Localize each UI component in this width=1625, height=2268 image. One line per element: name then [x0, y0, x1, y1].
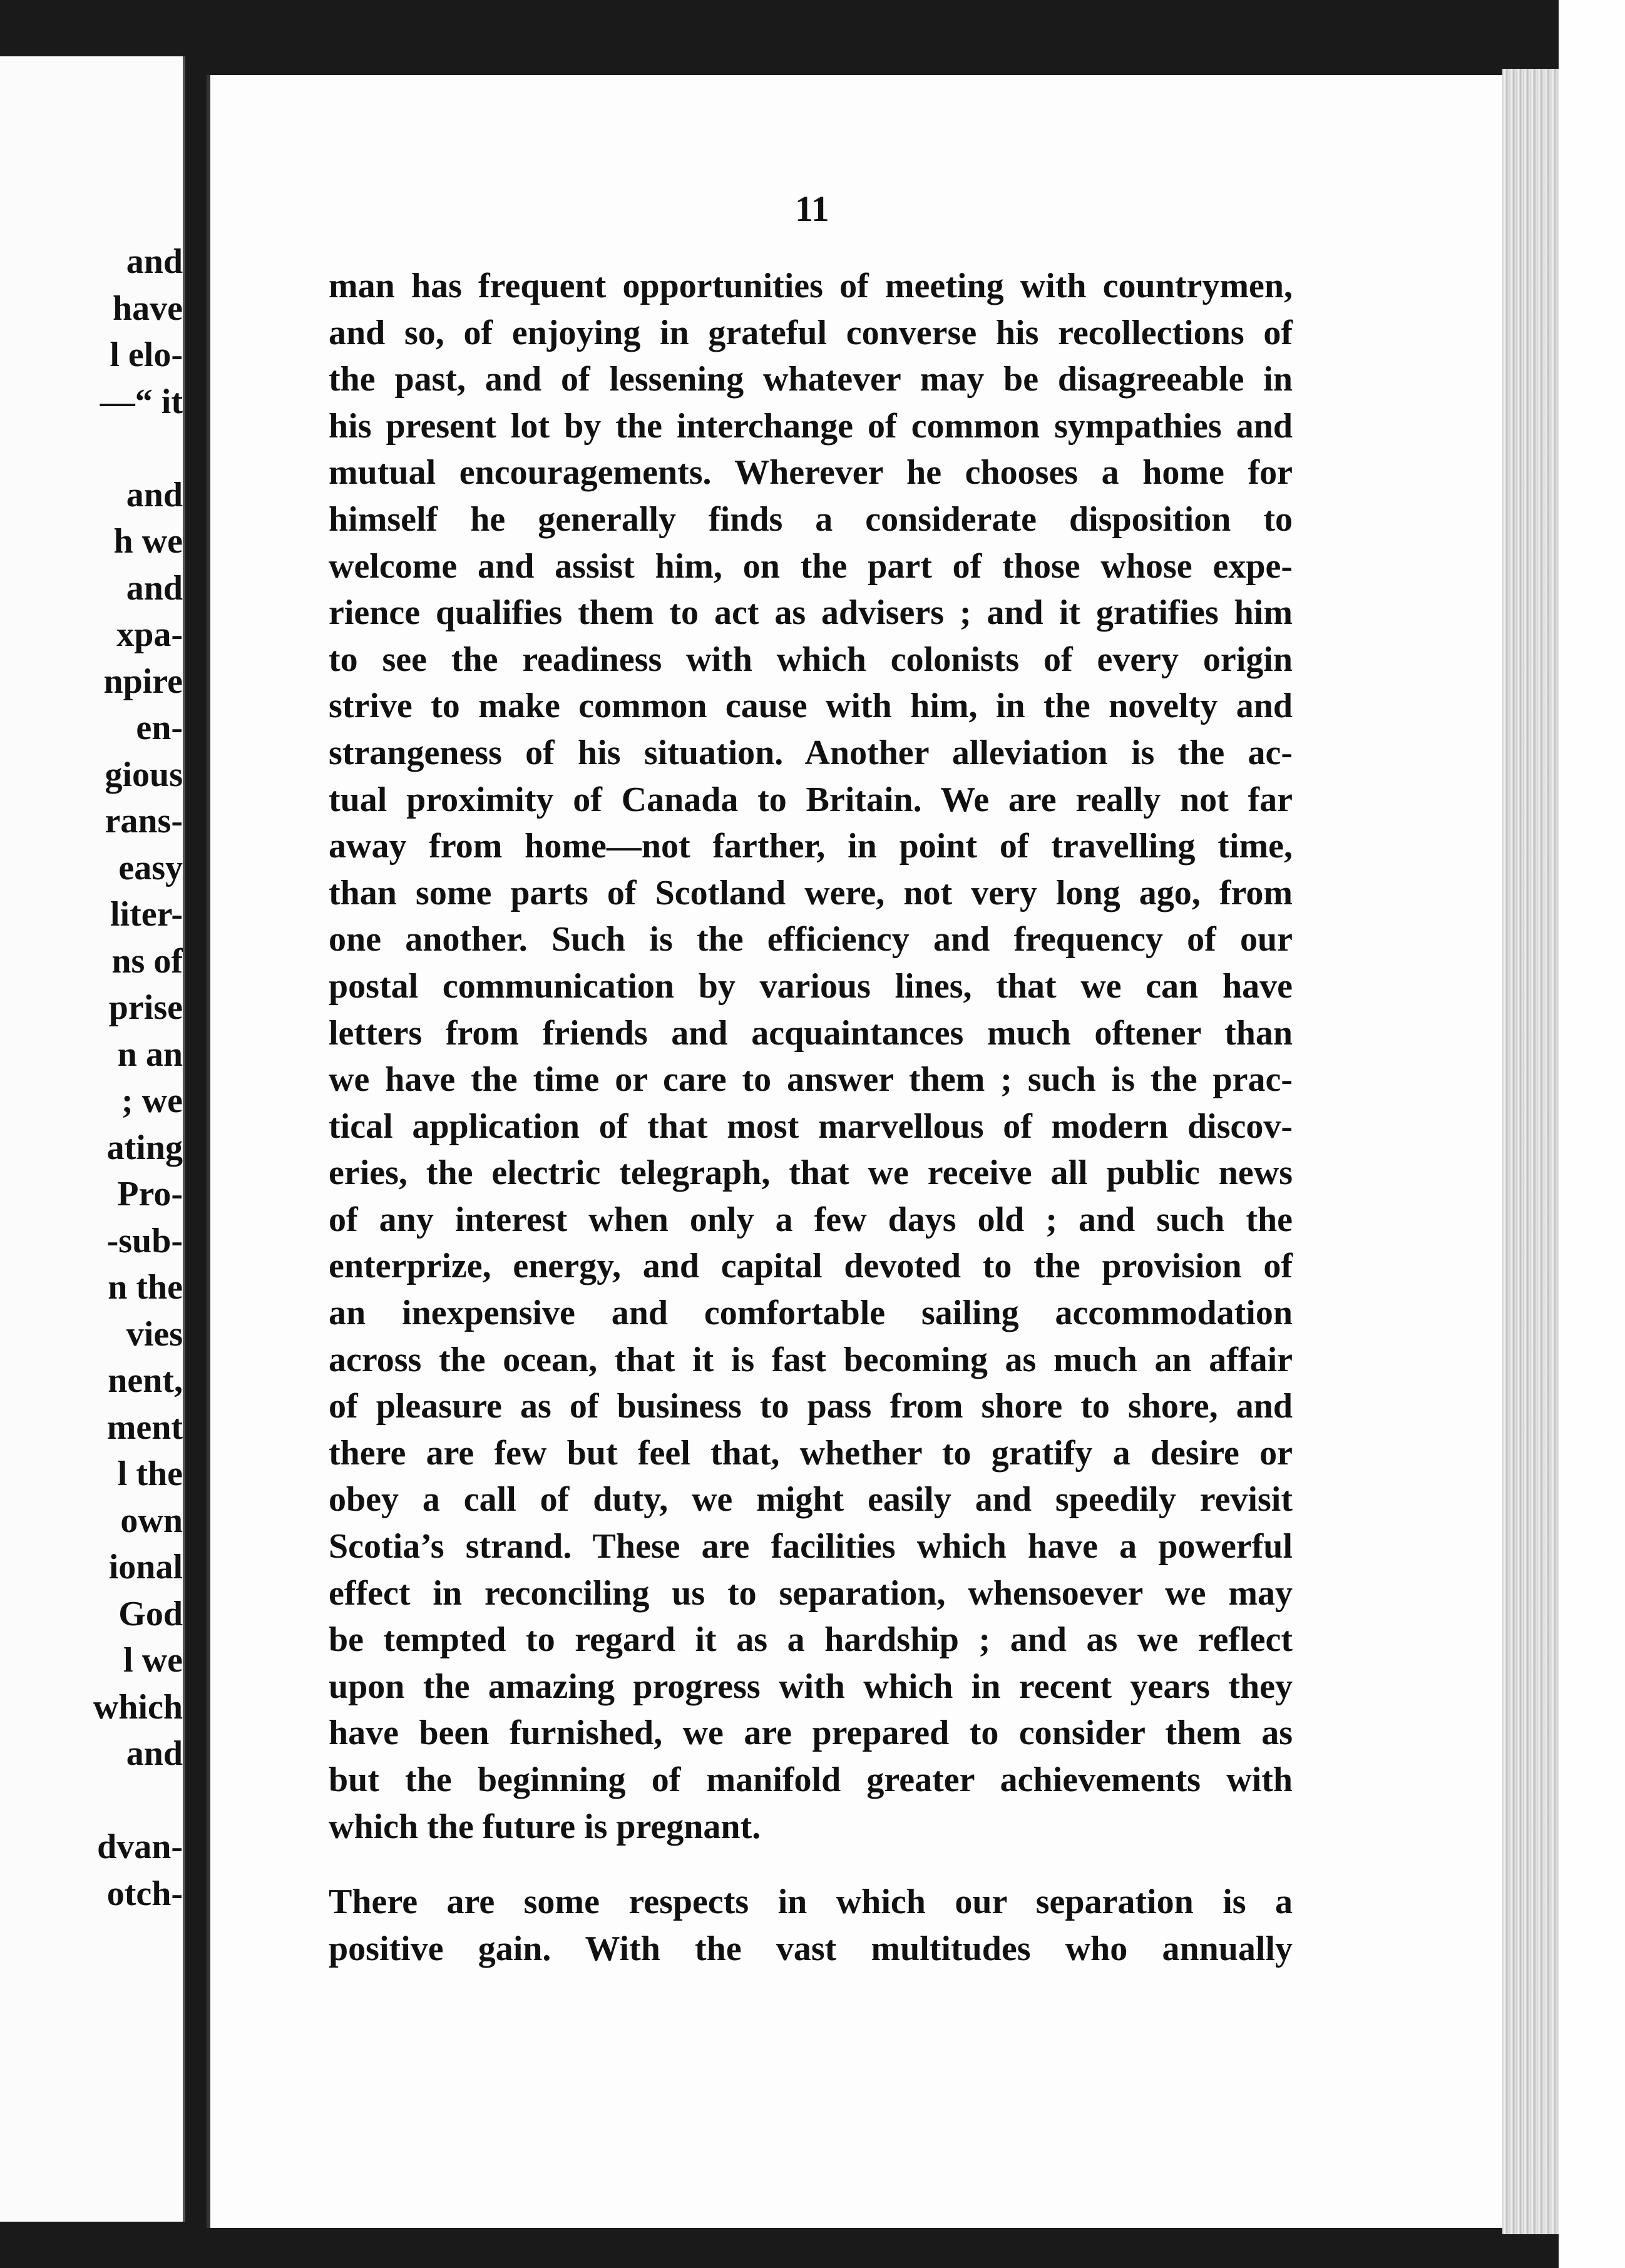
text-line: than some parts of Scotland were, not very long ago, from	[329, 873, 1293, 912]
text-line: across the ocean, that it is fast becoming as much an affair	[329, 1340, 1293, 1379]
facing-page-line: liter-	[110, 895, 183, 934]
page-number: 11	[795, 188, 829, 229]
text-line: welcome and assist him, on the part of those whose expe-	[329, 546, 1293, 586]
facing-page-line: vies	[126, 1314, 183, 1354]
text-line: eries, the electric telegraph, that we receive all public news	[329, 1153, 1293, 1193]
text-line: the past, and of lessening whatever may be disagreeable in	[329, 360, 1293, 399]
background-margin	[1559, 0, 1625, 2268]
facing-page-line: -sub-	[106, 1221, 183, 1260]
page-edge-stack	[1502, 69, 1559, 2234]
body-text	[329, 263, 1293, 1972]
facing-page-line: which	[93, 1687, 183, 1727]
facing-page-line: ating	[106, 1128, 183, 1167]
text-line: away from home—not farther, in point of travelling time,	[329, 827, 1293, 866]
text-line: but the beginning of manifold greater achievements with	[329, 1760, 1293, 1799]
text-line: strive to make common cause with him, in the novelty and	[329, 687, 1293, 726]
facing-page-line: n an	[117, 1034, 183, 1074]
text-line: be tempted to regard it as a hardship ; and as we reflect	[329, 1620, 1293, 1660]
facing-page-line: have	[113, 289, 183, 328]
paragraph-gap	[329, 1850, 1293, 1879]
facing-page-line: ns of	[111, 941, 183, 981]
facing-page-line: easy	[118, 848, 183, 887]
facing-page-line: l we	[123, 1641, 183, 1680]
text-line: There are some respects in which our separation is a	[329, 1882, 1293, 1922]
text-line: postal communication by various lines, that we can have	[329, 966, 1293, 1006]
facing-page-line: h we	[113, 522, 183, 561]
text-line: and so, of enjoying in grateful converse his recollections of	[329, 313, 1293, 352]
text-line: strangeness of his situation. Another alleviation is the ac-	[329, 733, 1293, 772]
text-line: tical application of that most marvellous of modern discov-	[329, 1106, 1293, 1146]
facing-page-line: God	[118, 1594, 183, 1633]
facing-page-line: n the	[108, 1268, 183, 1307]
facing-page-line: and	[126, 475, 183, 514]
facing-page-line: nent,	[108, 1361, 183, 1400]
text-line: we have the time or care to answer them ; such is the prac-	[329, 1060, 1293, 1100]
facing-page-line: prise	[108, 988, 183, 1027]
facing-page-line: en-	[136, 708, 183, 747]
text-line: to see the readiness with which colonists of every origin	[329, 640, 1293, 679]
text-line: tual proximity of Canada to Britain. We are really not far	[329, 780, 1293, 819]
facing-page-line: ; we	[121, 1081, 183, 1120]
text-line: effect in reconciling us to separation, whensoever we may	[329, 1573, 1293, 1613]
facing-page-line: xpa-	[116, 615, 183, 654]
facing-page-line: Pro-	[117, 1175, 183, 1213]
facing-page-line: and	[126, 242, 183, 281]
text-line: which the future is pregnant.	[329, 1807, 761, 1846]
text-line: of pleasure as of business to pass from shore to shore, and	[329, 1387, 1293, 1426]
text-line: an inexpensive and comfortable sailing accommodation	[329, 1294, 1293, 1333]
facing-page-line: l the	[117, 1454, 183, 1493]
facing-page-line: and	[126, 568, 183, 608]
text-line: have been furnished, we are prepared to consider them as	[329, 1714, 1293, 1753]
text-line: enterprize, energy, and capital devoted to the provision of	[329, 1247, 1293, 1286]
facing-page-line: l elo-	[110, 335, 183, 374]
facing-page-fragment	[0, 56, 185, 2222]
text-line: his present lot by the interchange of common sympathies and	[329, 406, 1293, 446]
text-line: Scotia’s strand. These are facilities which have a powerful	[329, 1527, 1293, 1566]
text-line: positive gain. With the vast multitudes who annually	[329, 1929, 1293, 1968]
text-line: one another. Such is the efficiency and frequency of our	[329, 920, 1293, 959]
facing-page-line: own	[120, 1501, 183, 1540]
text-line: upon the amazing progress with which in recent years they	[329, 1667, 1293, 1706]
text-line: rience qualifies them to act as advisers ; and it gratifies him	[329, 593, 1293, 633]
facing-page-line: npire	[103, 662, 183, 701]
facing-page-line: rans-	[105, 802, 183, 840]
text-line: man has frequent opportunities of meeting with countrymen,	[329, 267, 1293, 305]
text-line: there are few but feel that, whether to gratify a desire or	[329, 1433, 1293, 1473]
text-line: letters from friends and acquaintances much oftener than	[329, 1013, 1293, 1053]
text-line: of any interest when only a few days old ; and such the	[329, 1200, 1293, 1239]
text-line: mutual encouragements. Wherever he chooses a home for	[329, 453, 1293, 493]
facing-page-line: ment	[106, 1407, 183, 1447]
facing-page-line: ional	[108, 1548, 183, 1586]
text-line: obey a call of duty, we might easily and speedily revisit	[329, 1480, 1293, 1520]
facing-page-line: and	[126, 1734, 183, 1773]
facing-page-line: gious	[105, 755, 183, 794]
facing-page-line: —“ it	[100, 382, 183, 421]
facing-page-line: otch-	[106, 1874, 183, 1913]
facing-page-line: dvan-	[97, 1827, 183, 1866]
text-line: himself he generally finds a considerate disposition to	[329, 499, 1293, 539]
